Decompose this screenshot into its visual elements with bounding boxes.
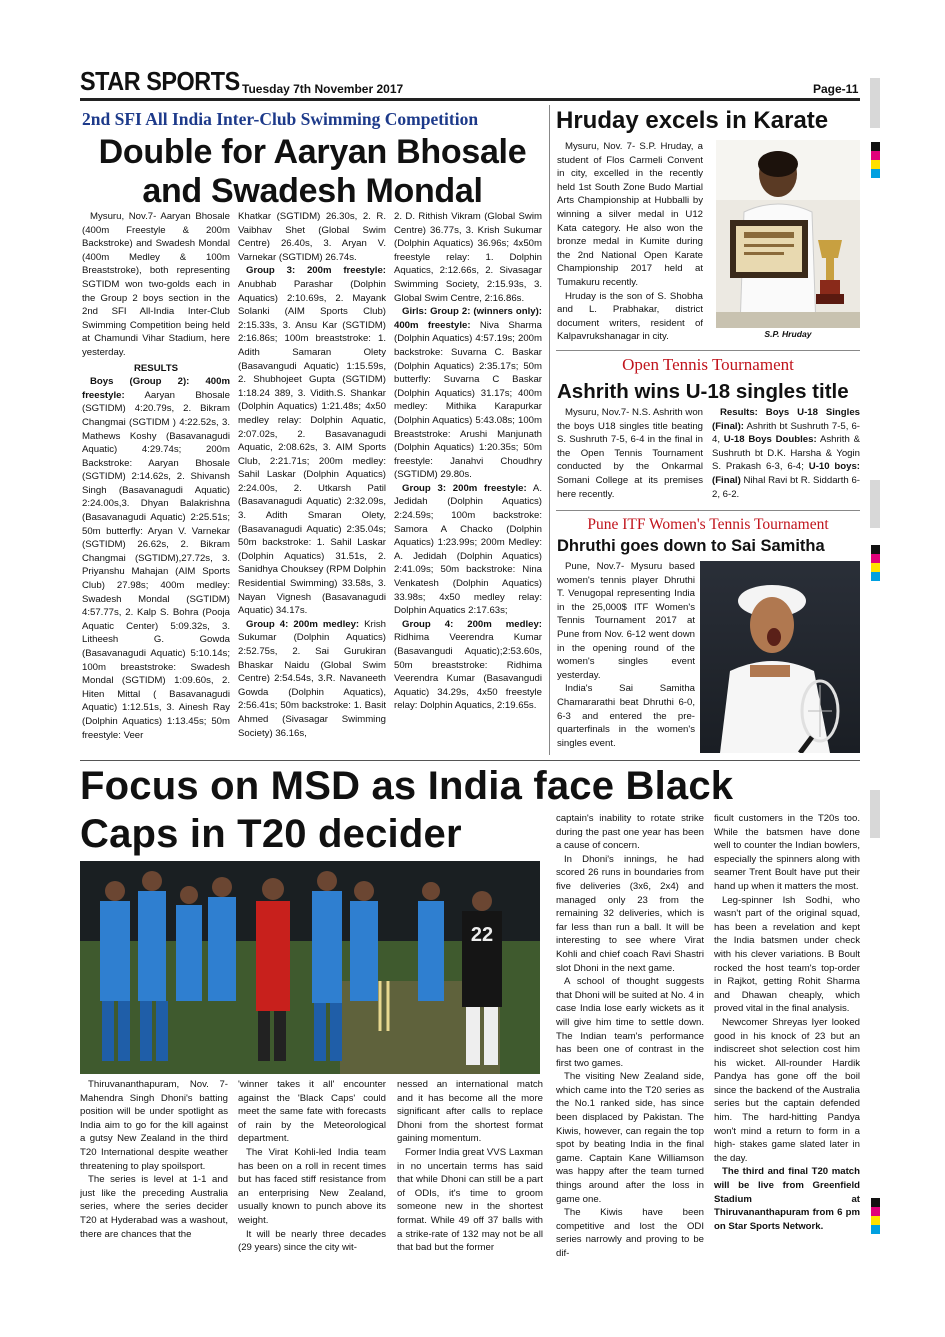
cricket-headline-line1: Focus on MSD as India face Black [80, 764, 734, 808]
swim-paragraph [238, 618, 386, 740]
itf-kicker: Pune ITF Women's Tennis Tournament [587, 516, 829, 533]
karate-paragraph: Hruday is the son of S. Shobha and L. Prabhakar, district document writers, resident of Kalpavrukshanagar in city. [557, 290, 703, 343]
margin-band [870, 78, 880, 128]
cricket-column-5 [714, 812, 860, 1282]
tennis-results [712, 406, 860, 506]
column-divider [549, 105, 550, 755]
swim-paragraph: 2. D. Rithish Vikram (Global Swim Centre) 36.77s, 3. Krish Sukumar (Dolphin Aquatics) 36.96s; 4x50m freestyle relay: 1. Dolphin Aquatics, 2:12.66s, 2. Sivasagar Swimming Society, 2:15.93s, 3. Global Swim Centre, 2:16.86s. [394, 211, 542, 304]
color-register-mark [871, 545, 880, 581]
itf-paragraph: Pune, Nov.7- Mysuru based women's tennis player Dhruthi T. Venugopal representing India in the 25,000$ ITF Women's Tennis Tournament 2017 at Pune from Nov. 6-12 went down in the opening round of the women's singles event yesterday. [557, 561, 695, 681]
swim-paragraph: Khatkar (SGTIDM) 26.30s, 2. R. Vaibhav Shet (Global Swim Centre) 26.40s, 3. Aryan V. Varnekar (SGTIDM) 26.74s. [238, 211, 386, 263]
swim-event-results: Aaryan Bhosale (SGTIDM) 4:20.79s, 2. Bikram Changmai (SGTIDM ) 4:22.52s, 3. Mathews Koshy (Basavanagudi Aquatic) 4:29.74s; 200m Backstroke: Aaryan Bhosale (SGTIDM) 2:14.62s, 2. Shivansh Singh (Basavanagudi Aquatic) 2:24.00s,3. Dhyan Balakrishna (Basavanagudi Aquatic) 2:25.51s; 50m butterfly: Aryan V. Varnekar (SGTIDM) 26.62s, 2. Bikram Changmai (SGTIDM),27.72s, 3. Priyanshu Mahajan (AIM Sports Club) 27.98s; 400m medley: Swadesh Mondal (SGTIDM) 4:57.77s, 2. Kalp S. Bohra (Pooja Aquatic Center) 5:09.32s, 3. Litheesh G. Gowda (Basavanagudi Aquatic) 5:10.14s; 100m breaststroke: Swadesh Mondal (SGTIDM) 1:09.60s, 2. Hiten Mittal ( Basavanagudi Aquatic) 1:12.51s, 3. Ainesh Ray (Dolphin Aquatics) 1:13.45s; 50m freestyle: Veer [82, 389, 230, 741]
swim-paragraph [82, 375, 230, 742]
karate-body [557, 140, 703, 350]
karate-paragraph: Mysuru, Nov. 7- S.P. Hruday, a student of Flos Carmeli Convent in city, excelled in the recently held 1st South Zone Budo Martial Arts Championship at Hubballi by winning a silver medal in U12 Kata category. He also won the bronze medal in Kumite during the 2nd National Open Karate Championship 2017 held at Tumakuru recently. [557, 141, 703, 288]
swim-results-heading: RESULTS [133, 362, 179, 374]
tennis-headline: Ashrith wins U-18 singles title [557, 380, 849, 403]
karate-boy-illustration [716, 140, 860, 328]
cricket-paragraph: In Dhoni's innings, he had scored 26 runs in boundaries from five deliveries (3x6, 2x4) and managed only 23 from the remaining 32 deliveries, which is far less than run a ball. It will be interesting to see where Virat Kohli and chief coach Ravi Shastri slot Dhoni in the next game. [556, 853, 704, 974]
karate-photo-caption: S.P. Hruday [764, 329, 812, 339]
tennis-kicker: Open Tennis Tournament [622, 355, 794, 374]
cricket-paragraph: It will be nearly three decades (29 years) since the city wit- [238, 1228, 386, 1254]
cricket-paragraph: A school of thought suggests that Dhoni will be suited at No. 4 in case India lose early wickets as it will give him time to settle down. The Indian team's performance has been one of contrast in the first two games. [556, 976, 704, 1069]
swim-lead: Mysuru, Nov.7- Aaryan Bhosale (400m Freestyle & 200m Backstroke) and Swadesh Mondal (400m Medley & 100m Breaststroke), both representing SGTIDM won two-golds each in the Group 2 boys section in the 2nd SFI All-India Inter-Club Swimming Competition being held at Chamundi Vihar Stadium, here yesterday. [82, 211, 230, 358]
swim-paragraph [394, 305, 542, 482]
cricket-paragraph: Leg-spinner Ish Sodhi, who wasn't part of the original squad, has been a revelation and kept the India batsmen under check with his clever variations. B Boult rocked the host team's top-order in Rajkot, getting Rohit Sharma and Dhawan cheaply, which proved vital in the final analysis. [714, 894, 860, 1015]
itf-paragraph: India's Sai Samitha Chamararathi beat Dhruthi 6-0, 6-3 and entered the pre-quarterfinals in the women's singles event. [557, 683, 695, 749]
swim-event-results: Anubhab Parashar (Dolphin Aquatics) 2:10.69s, 2. Mayank Solanki (AIM Sports Club) 2:15.33s, 3. Ansu Kar (SGTIDM) 2:16.86s; 100m breaststroke: 1. Adith Samaran Olety (Basavangudi Aquatic) 1:15.59s, 2. Shubhojeet Gupta (SGTIDM) 1:18.24 389, 3. Vidith.S. Shankar (Dolphin Aquatics) 1:21.48s; 4x50 medley relay: Dolphin Aquatic, 2:07.02s, 2. Basavanagudi Aquatic, 2:08.62s, 3. AIM Sports Club, 2:21.71s; 200m medley: Sahil Laskar (Dolphin Aquatics) 2:24.00s, 2. Utkarsh Patil (Basavanagudi Aquatic) 2:32.09s, 3. Adith Smaran Olety, (Basavanagudi Aquatic) 2:35.04s; 50m backstroke: 1. Sahil Laskar (Dolphin Aquatics) 31.51s, 2. Sanidhya Chouksey (RPM Dolphin Residential Swimming) 33.58s, 3. Nayan Vignesh (Basavanagudi Aquatic) 34.17s. [238, 278, 386, 617]
tennis-player-illustration [700, 561, 860, 753]
swim-column-3 [394, 210, 542, 755]
swim-event-head: Girls: Group 2: (winners only): 400m freestyle: [394, 306, 542, 331]
swim-event-results: Niva Sharma (Dolphin Aquatics) 4:57.19s; 200m backstroke: Suvarna C. Baskar (Dolphin Aquatics) 2:35.17s; 50m butterfly: Suvarna C Baskar (Dolphin Aquatics) 31.17s; 400m medley: Mithika Karapurkar (Dolphin Aquatics) 5:43.08s; 100m Breaststroke: Arushi Manjunath (Dolphin Aquatics) 1:20.35s; 50m freestyle: Janahvi Choudhry (SGTIDM) 29.80s. [394, 319, 542, 481]
cricket-column-2 [238, 1078, 386, 1278]
cricket-paragraph: The third and final T20 match will be live from Greenfield Stadium at Thiruvananthapuram from 6 pm on Star Sports Network. [714, 1166, 860, 1232]
swim-event-results: A. Jedidah (Dolphin Aquatics) 2:24.59s; 100m backstroke: Samora A Chacko (Dolphin Aquatics) 1:23.99s; 200m Medley: A. Jedidah (Dolphin Aquatics) 2:41.09s; 50m backstroke: Nina Venkatesh (Dolphin Aquatics) 33.98s; 4x50 medley relay: Dolphin Aquatics 2:17.63s; [394, 482, 542, 617]
tennis-paragraph: Mysuru, Nov.7- N.S. Ashrith won the boys U18 singles title beating S. Sushruth 7-5, 6-4 in the final in the Open Tennis Tournament conducted by the Onkarmal Somani College at its premises here recently. [557, 407, 703, 500]
cricket-paragraph: captain's inability to rotate strike during the past one year has been a cause of concern. [556, 813, 704, 852]
cricket-paragraph: Thiruvananthapuram, Nov. 7- Mahendra Singh Dhoni's batting position will be under spotlight as India aim to go for the kill against a gutsy New Zealand in the third T20 International despite weather threatening to play spoilsport. [80, 1079, 228, 1172]
swim-event-head: Boys (Group 2): 400m freestyle: [82, 376, 230, 401]
swim-headline-line2: and Swadesh Mondal [142, 172, 483, 210]
cricket-paragraph: nessed an international match and it has become all the more significant after calls to replace Dhoni from the shortest format gaining momentum. [397, 1079, 543, 1145]
swim-event-head: Group 4: 200m medley: [246, 618, 360, 630]
cricket-headline-line2: Caps in T20 decider [80, 812, 462, 856]
color-register-mark [871, 1198, 880, 1234]
cricket-team-illustration [80, 861, 540, 1074]
swim-paragraph [238, 264, 386, 617]
swim-kicker: 2nd SFI All India Inter-Club Swimming Competition [82, 109, 479, 129]
cricket-paragraph: Former India great VVS Laxman in no uncertain terms has said that while Dhoni can still be a part of ODIs, it's time to groom someone new in the shortest format. While 49 off 37 balls with a strike-rate of 132 may not be all that bad but the former [397, 1146, 543, 1254]
cricket-paragraph: The series is level at 1-1 and just like the preceding Australia series, where the series decider T20 at Hyderabad was a washout, there are chances that the [80, 1174, 228, 1240]
tennis-result: Nihal Ravi bt R. Siddarth 6-2, 6-2. [712, 474, 860, 500]
swim-column-2 [238, 210, 386, 755]
issue-date: Tuesday 7th November 2017 [242, 82, 404, 96]
swim-event-results: Krish Sukumar (Dolphin Aquatics) 2:52.75s, 2. Sai Gurukiran Bhaskar Naidu (Global Swim Centre) 2:54.54s, 3.R. Navaneeth Gowda (Dolphin Aquatics), 2:56.41s; 50m backstroke: 1. Basit Ahmed (Sivasagar Swimming Society) 36.16s, [238, 618, 386, 739]
jersey-number: 22 [470, 924, 494, 946]
itf-photo [700, 561, 860, 753]
cricket-paragraph: Newcomer Shreyas Iyer looked good in his knock of 23 but an indiscreet shot selection cost him his wicket. All-rounder Hardik Pandya has gone off the boil since the backend of the Australia series but the captain defended him. The hard-hitting Pandya won't mind a return to form in a high- stakes game slated later in the day. [714, 1016, 860, 1164]
swim-column-1 [82, 210, 230, 755]
cricket-column-1 [80, 1078, 228, 1278]
tennis-results-paragraph [712, 406, 860, 501]
cricket-paragraph: The Virat Kohli-led India team has been on a roll in recent times but has faced stiff resistance from an enterprising New Zealand, usually known to punch above its weight. [238, 1146, 386, 1226]
swim-event-head: Group 3: 200m freestyle: [402, 482, 527, 494]
section-rule [556, 510, 860, 511]
page-number: Page-11 [813, 82, 859, 96]
swim-event-head: Group 3: 200m freestyle: [246, 265, 386, 277]
karate-photo [716, 140, 860, 328]
cricket-paragraph: 'winner takes it all' encounter against the 'Black Caps' could meet the same fate with forecasts of rain by the Meteorological department. [238, 1079, 386, 1145]
masthead: STAR SPORTS [80, 66, 240, 96]
tennis-result: Ashrith bt Sushruth 7-5, 6-4, [712, 420, 860, 446]
tennis-body [557, 406, 703, 506]
cricket-paragraph: The visiting New Zealand side, which came into the T20 series as the No.1 ranked side, has since been displaced by Pakistan. The Kiwis, however, can regain the top spot by beating India in the final game. Captain Kane Williamson was happy after the team turned things around after the loss in game one. [556, 1071, 704, 1205]
cricket-paragraph: ficult customers in the T20s too. While the batsmen have done well to counter the Indian bowlers, especially the spinners along with seamer Trent Boult have put their hand up when it matters the most. [714, 813, 860, 892]
cricket-column-4 [556, 812, 704, 1282]
itf-headline: Dhruthi goes down to Sai Samitha [557, 537, 825, 555]
margin-band [870, 790, 880, 838]
swim-event-results: Ridhima Veerendra Kumar (Basavangudi Aquatic);2:53.60s, 50m breaststroke: Ridhima Veerendra Kumar (Basavangudi Aquatic) 34.29s, 4x50 freestyle relay: Dolphin Aquatics, 2:19.65s. [394, 632, 542, 712]
section-rule [80, 760, 860, 761]
swim-event-head: Group 4: 200m medley: [402, 618, 542, 630]
color-register-mark [871, 142, 880, 178]
swim-headline-line1: Double for Aaryan Bhosale [98, 133, 527, 171]
margin-band [870, 480, 880, 528]
section-rule [556, 350, 860, 351]
tennis-results-head: U-10 boys: (Final) [712, 461, 860, 486]
header-rule [80, 98, 860, 101]
cricket-photo [80, 861, 540, 1074]
cricket-paragraph: The Kiwis have been competitive and lost the ODI series narrowly and proving to be dif- [556, 1207, 704, 1259]
swim-paragraph [394, 482, 542, 618]
tennis-results-head: U-18 Boys Doubles: [723, 434, 817, 446]
cricket-column-3 [397, 1078, 543, 1278]
karate-headline: Hruday excels in Karate [556, 107, 829, 134]
swim-paragraph [394, 618, 542, 713]
tennis-results-head: Results: Boys U-18 Singles (Final): [712, 407, 860, 432]
tennis-result: Ashrith & Sushruth bt D.K. Harsha & Yogin S. Prakash 6-3, 6-4; [712, 434, 860, 473]
itf-body [557, 560, 695, 755]
